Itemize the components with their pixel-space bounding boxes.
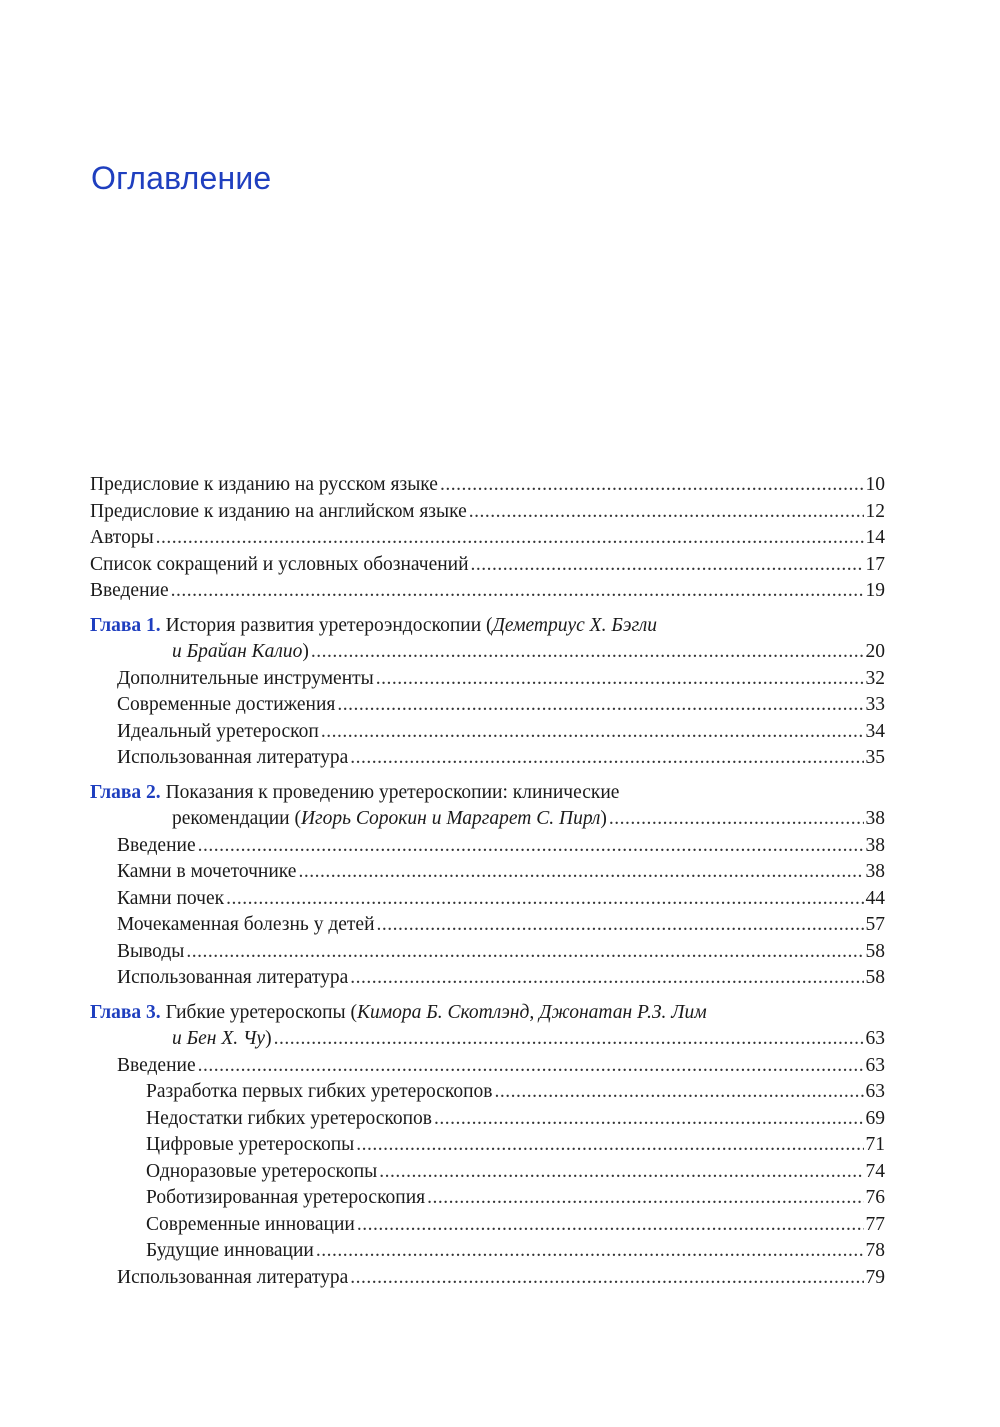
toc-subsection[interactable] xyxy=(90,1238,885,1265)
toc-entry-label: Список сокращений и условных обозначений xyxy=(90,553,469,575)
chapter-3-heading[interactable] xyxy=(90,1000,885,1027)
chapter-authors: Кимора Б. Скотлэнд, Джонатан Р.З. Лим xyxy=(357,1001,707,1023)
toc-page-number: 35 xyxy=(865,747,885,768)
toc-page-number: 44 xyxy=(865,887,885,909)
dot-leader xyxy=(311,639,864,666)
dot-leader xyxy=(495,1079,864,1106)
toc-section[interactable] xyxy=(90,859,885,886)
chapter-title: Показания к проведению уретероскопии: клинические xyxy=(165,781,620,803)
toc-entry-label: Недостатки гибких уретероскопов xyxy=(146,1107,432,1129)
toc-section[interactable] xyxy=(90,692,885,719)
toc-page-number: 38 xyxy=(865,834,885,856)
toc-section[interactable] xyxy=(90,1265,885,1292)
toc-page-number: 76 xyxy=(865,1187,885,1208)
dot-leader xyxy=(440,472,864,499)
toc-entry-label: Использованная литература xyxy=(117,747,349,768)
toc-page-number: 38 xyxy=(865,808,885,829)
chapter-title: рекомендации ( xyxy=(172,808,301,829)
toc-entry-label: Камни почек xyxy=(117,887,225,909)
toc-page-number: 71 xyxy=(865,1134,885,1155)
toc-subsection[interactable] xyxy=(90,1132,885,1159)
toc-entry-label: Будущие инновации xyxy=(146,1240,314,1261)
toc-entry-label: Использованная литература xyxy=(117,1266,349,1288)
dot-leader xyxy=(469,499,864,526)
toc-page-number: 38 xyxy=(865,861,885,882)
toc-page-number: 19 xyxy=(865,580,885,601)
dot-leader xyxy=(186,939,863,966)
toc-section[interactable] xyxy=(90,1053,885,1080)
toc-page-number: 63 xyxy=(865,1054,885,1076)
table-of-contents xyxy=(90,472,885,1291)
dot-leader xyxy=(337,692,863,719)
toc-entry-label: Камни в мочеточнике xyxy=(117,861,297,882)
chapter-label: Глава 1. xyxy=(90,614,161,636)
toc-page-number: 79 xyxy=(865,1266,885,1288)
chapter-title: История развития уретероэндоскопии ( xyxy=(165,614,493,636)
toc-entry-label: Разработка первых гибких уретероскопов xyxy=(146,1081,493,1102)
chapter-2-heading-cont[interactable]: рекомендации (Игорь Сорокин и Маргарет С. Пирл) ..... 38 xyxy=(90,806,885,833)
dot-leader xyxy=(471,552,864,579)
toc-subsection[interactable] xyxy=(90,1212,885,1239)
dot-leader xyxy=(316,1238,864,1265)
toc-page-number: 58 xyxy=(865,967,885,988)
dot-leader xyxy=(226,886,863,913)
toc-page-number: 17 xyxy=(865,553,885,575)
chapter-1-heading[interactable] xyxy=(90,613,885,640)
toc-page-number: 69 xyxy=(865,1107,885,1129)
toc-subsection[interactable] xyxy=(90,1079,885,1106)
toc-entry-label: Идеальный уретероскоп xyxy=(117,720,319,742)
dot-leader xyxy=(350,745,863,772)
dot-leader xyxy=(356,1132,863,1159)
toc-entry-label: Современные достижения xyxy=(117,694,336,715)
toc-entry-label: Мочекаменная болезнь у детей xyxy=(117,914,375,935)
toc-entry-introduction[interactable] xyxy=(90,578,885,605)
page-title: Оглавление xyxy=(91,160,272,196)
toc-subsection[interactable] xyxy=(90,1185,885,1212)
chapter-label: Глава 2. xyxy=(90,781,161,803)
dot-leader xyxy=(379,1159,863,1186)
dot-leader xyxy=(198,1053,864,1080)
toc-section[interactable] xyxy=(90,912,885,939)
toc-entry-label: Введение xyxy=(117,1054,196,1076)
toc-entry-label: Использованная литература xyxy=(117,967,349,988)
toc-entry-label: Дополнительные инструменты xyxy=(117,667,374,689)
toc-page-number: 20 xyxy=(865,641,885,662)
dot-leader xyxy=(376,666,864,693)
toc-entry-authors[interactable] xyxy=(90,525,885,552)
toc-page-number: 14 xyxy=(865,527,885,548)
dot-leader xyxy=(427,1185,863,1212)
toc-entry-label: Современные инновации xyxy=(146,1213,355,1235)
toc-page-number: 12 xyxy=(865,500,885,522)
dot-leader xyxy=(434,1106,864,1133)
chapter-authors: Деметриус Х. Бэгли xyxy=(492,614,658,636)
toc-page-number: 63 xyxy=(865,1081,885,1102)
toc-page-number: 77 xyxy=(865,1213,885,1235)
toc-entry-label: Выводы xyxy=(117,940,185,962)
toc-entry-label: Одноразовые уретероскопы xyxy=(146,1160,378,1182)
chapter-authors: Игорь Сорокин и Маргарет С. Пирл xyxy=(300,808,601,829)
toc-entry-label: Предисловие к изданию на английском языке xyxy=(90,500,467,522)
toc-entry-label: Цифровые уретероскопы xyxy=(146,1134,355,1155)
toc-page-number: 58 xyxy=(865,940,885,962)
dot-leader xyxy=(350,1265,863,1292)
toc-entry-preface-english[interactable] xyxy=(90,499,885,526)
chapter-2-heading[interactable] xyxy=(90,780,885,807)
toc-section[interactable] xyxy=(90,745,885,772)
toc-page-number: 10 xyxy=(865,474,885,495)
toc-page-number: 34 xyxy=(865,720,885,742)
toc-subsection[interactable] xyxy=(90,1106,885,1133)
toc-page-number: 57 xyxy=(865,914,885,935)
toc-section[interactable] xyxy=(90,886,885,913)
toc-entry-label: Введение xyxy=(117,834,196,856)
dot-leader xyxy=(321,719,864,746)
toc-page-number: 74 xyxy=(865,1160,885,1182)
chapter-authors: и Брайан Калио xyxy=(172,641,303,662)
toc-section[interactable] xyxy=(90,833,885,860)
toc-entry-abbreviations[interactable] xyxy=(90,552,885,579)
toc-section[interactable] xyxy=(90,965,885,992)
chapter-title: Гибкие уретероскопы ( xyxy=(165,1001,358,1023)
toc-entry-label: Роботизированная уретероскопия xyxy=(146,1187,426,1208)
toc-page-number: 33 xyxy=(865,694,885,715)
dot-leader xyxy=(156,525,864,552)
chapter-3-heading-cont[interactable]: и Бен Х. Чу) ..... 63 xyxy=(90,1026,885,1053)
toc-entry-label: Введение xyxy=(90,580,169,601)
dot-leader xyxy=(171,578,864,605)
toc-entry-label: Авторы xyxy=(90,527,154,548)
toc-entry-preface-russian[interactable] xyxy=(90,472,885,499)
dot-leader xyxy=(357,1212,864,1239)
dot-leader xyxy=(298,859,863,886)
toc-subsection[interactable] xyxy=(90,1159,885,1186)
toc-entry-label: Предисловие к изданию на русском языке xyxy=(90,474,438,495)
dot-leader xyxy=(198,833,864,860)
toc-section[interactable] xyxy=(90,939,885,966)
chapter-1-heading-cont[interactable]: и Брайан Калио) ..... 20 xyxy=(90,639,885,666)
toc-page-number: 63 xyxy=(865,1028,885,1049)
toc-page-number: 78 xyxy=(865,1240,885,1261)
toc-page-number: 32 xyxy=(865,667,885,689)
chapter-label: Глава 3. xyxy=(90,1001,161,1023)
chapter-authors: и Бен Х. Чу xyxy=(172,1028,266,1049)
dot-leader xyxy=(377,912,864,939)
toc-section[interactable] xyxy=(90,666,885,693)
dot-leader xyxy=(609,806,864,833)
dot-leader xyxy=(350,965,863,992)
dot-leader xyxy=(274,1026,864,1053)
toc-section[interactable] xyxy=(90,719,885,746)
